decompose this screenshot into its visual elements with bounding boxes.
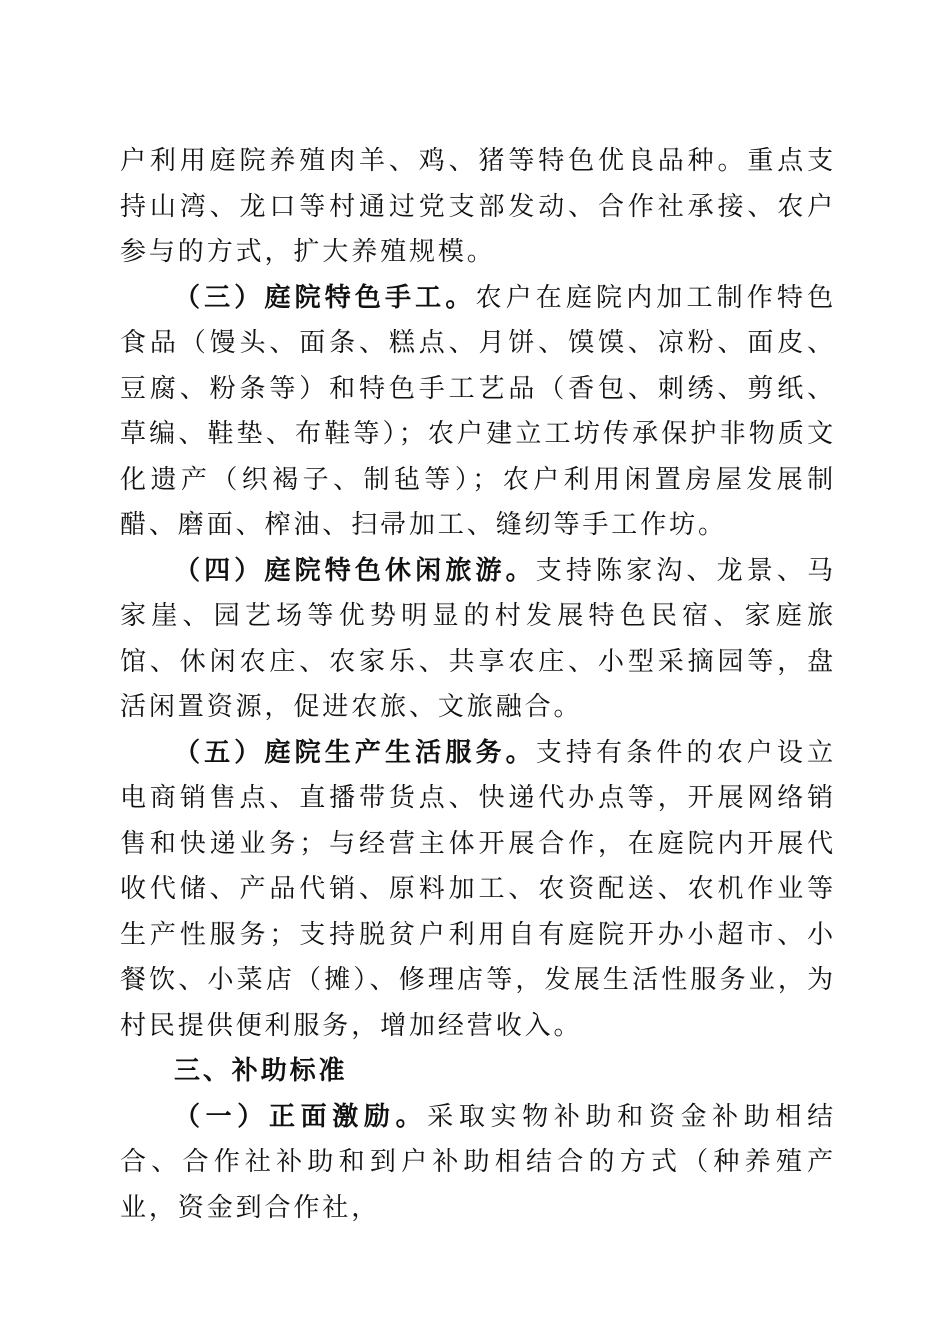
paragraph-livestock: [120, 139, 836, 276]
section-heading: 三、补助标准: [174, 1056, 348, 1086]
paragraph-lead: （一）正面激励。: [174, 1101, 428, 1132]
paragraph-text: 支持陈家沟、龙景、马家崖、园艺场等优势明显的村发展特色民宿、家庭旅馆、休闲农庄、农家乐、共享农庄、小型采摘园等，盘活闲置资源，促进农旅、文旅融合。: [120, 555, 836, 722]
paragraph-lead: （五）庭院生产生活服务。: [174, 737, 536, 768]
paragraph-handicraft: [120, 276, 836, 549]
paragraph-lead: （四）庭院特色休闲旅游。: [174, 555, 536, 586]
paragraph-text: 支持有条件的农户设立电商销售点、直播带货点、快递代办点等，开展网络销售和快递业务；与经营主体开展合作，在庭院内开展代收代储、产品代销、原料加工、农资配送、农机作业等生产性服务；支持脱贫户利用自有庭院开办小超市、小餐饮、小菜店（摊）、修理店等，发展生活性服务业，为村民提供便利服务，增加经营收入。: [120, 737, 836, 1041]
paragraph-leisure-tourism: [120, 549, 836, 731]
paragraph-text: 采取实物补助和资金补助相结合、合作社补助和到户补助相结合的方式（种养殖产业，资金到合作社，: [120, 1101, 837, 1223]
paragraph-text: 农户在庭院内加工制作特色食品（馒头、面条、糕点、月饼、馍馍、凉粉、面皮、豆腐、粉条等）和特色手工艺品（香包、刺绣、剪纸、草编、鞋垫、布鞋等）；农户建立工坊传承保护非物质文化遗产（织褐子、制毡等）；农户利用闲置房屋发展制醋、磨面、榨油、扫帚加工、缝纫等手工作坊。: [120, 282, 836, 540]
paragraph-incentive: [120, 1095, 836, 1232]
paragraph-lead: （三）庭院特色手工。: [174, 282, 476, 313]
paragraph-text: 户利用庭院养殖肉羊、鸡、猪等特色优良品种。重点支持山湾、龙口等村通过党支部发动、合作社承接、农户参与的方式，扩大养殖规模。: [120, 146, 836, 267]
paragraph-services: [120, 731, 836, 1050]
document-body: [120, 139, 836, 1231]
